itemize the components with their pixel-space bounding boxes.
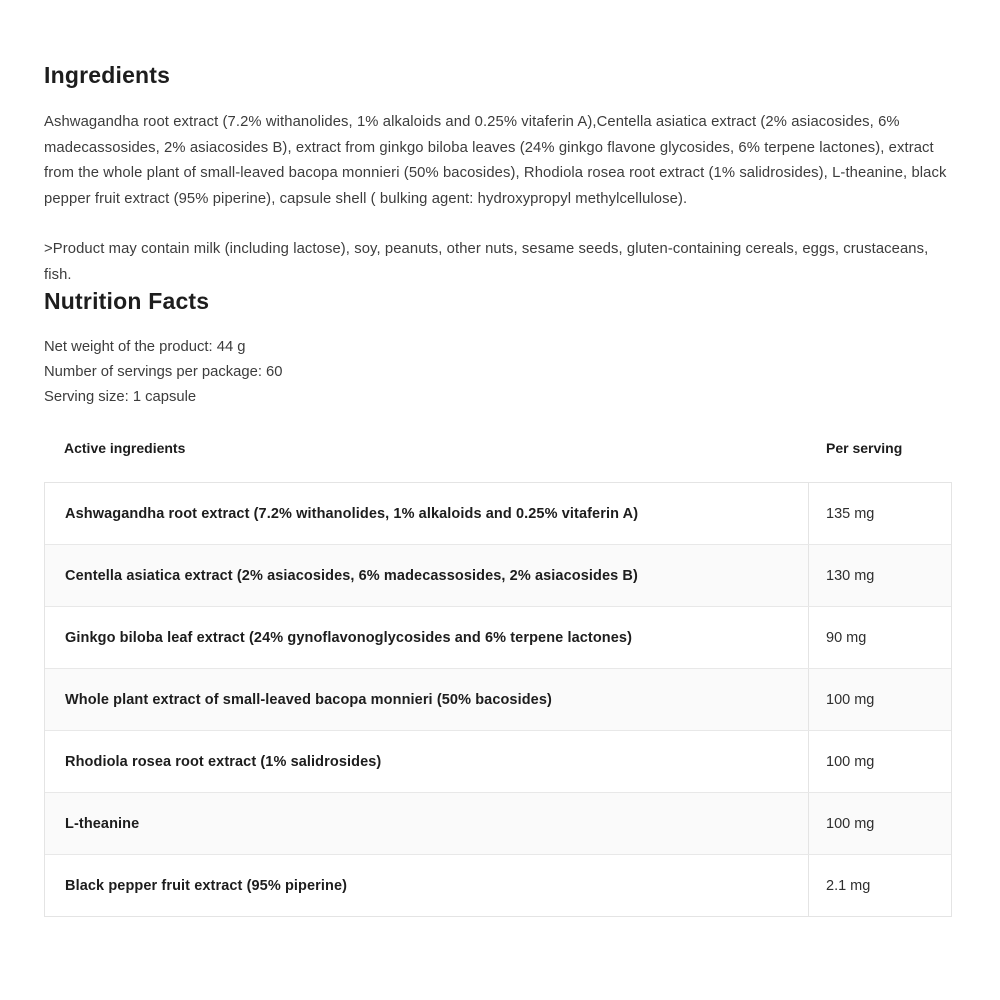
table-row (45, 544, 951, 606)
ingredient-amount-cell: 135 mg (808, 483, 951, 544)
table-row (45, 730, 951, 792)
ingredient-name-cell: Black pepper fruit extract (95% piperine) (65, 877, 348, 894)
ingredient-name-cell: Ginkgo biloba leaf extract (24% gynoflavonoglycosides and 6% terpene lactones) (65, 629, 632, 646)
table-row (45, 668, 951, 730)
column-header-active-ingredients: Active ingredients (64, 440, 186, 456)
table-header-row (44, 436, 952, 460)
table-row (45, 792, 951, 854)
ingredient-name-cell: Ashwagandha root extract (7.2% withanolides, 1% alkaloids and 0.25% vitaferin A) (65, 505, 639, 522)
ingredients-body-text: Ashwagandha root extract (7.2% withanolides, 1% alkaloids and 0.25% vitaferin A),Centella asiatica extract (2% asiacosides, 6% madecassosides, 2% asiacosides B), extract from ginkgo biloba leaves (24% ginkgo flavone glycosides, 6% terpene lactones), extract from the whole plant of small-leaved bacopa monnieri (50% bacosides), Rhodiola rosea root extract (1% salidrosides), L-theanine, black pepper fruit extract (95% piperine), capsule shell ( bulking agent: hydroxypropyl methylcellulose). (44, 114, 947, 207)
ingredient-amount-cell: 100 mg (808, 731, 951, 792)
net-weight-line: Net weight of the product: 44 g (44, 339, 246, 355)
table-row (45, 854, 951, 916)
nutrition-facts-title: Nutrition Facts (44, 288, 210, 314)
product-details-content (44, 62, 952, 917)
ingredient-name-cell: Centella asiatica extract (2% asiacosides, 6% madecassosides, 2% asiacosides B) (65, 567, 638, 584)
serving-size-line: Serving size: 1 capsule (44, 389, 197, 405)
ingredient-amount-cell: 130 mg (808, 545, 951, 606)
active-ingredients-table (44, 482, 952, 917)
table-row (45, 483, 951, 544)
ingredient-amount-cell: 2.1 mg (808, 855, 951, 916)
table-row (45, 606, 951, 668)
nutrition-meta (44, 335, 952, 410)
allergen-note-text: >Product may contain milk (including lactose), soy, peanuts, other nuts, sesame seeds, gluten-containing cereals, eggs, crustaceans, fish. (44, 241, 929, 283)
ingredient-name-cell: Rhodiola rosea root extract (1% salidrosides) (65, 753, 382, 770)
ingredient-amount-cell: 100 mg (808, 793, 951, 854)
ingredient-name-cell: L-theanine (65, 815, 140, 832)
servings-per-package-line: Number of servings per package: 60 (44, 364, 283, 380)
ingredients-title: Ingredients (44, 62, 171, 88)
ingredient-amount-cell: 90 mg (808, 607, 951, 668)
active-ingredients-table-section (44, 436, 952, 917)
ingredient-name-cell: Whole plant extract of small-leaved bacopa monnieri (50% bacosides) (65, 691, 552, 708)
column-header-per-serving: Per serving (826, 440, 903, 456)
ingredient-amount-cell: 100 mg (808, 669, 951, 730)
